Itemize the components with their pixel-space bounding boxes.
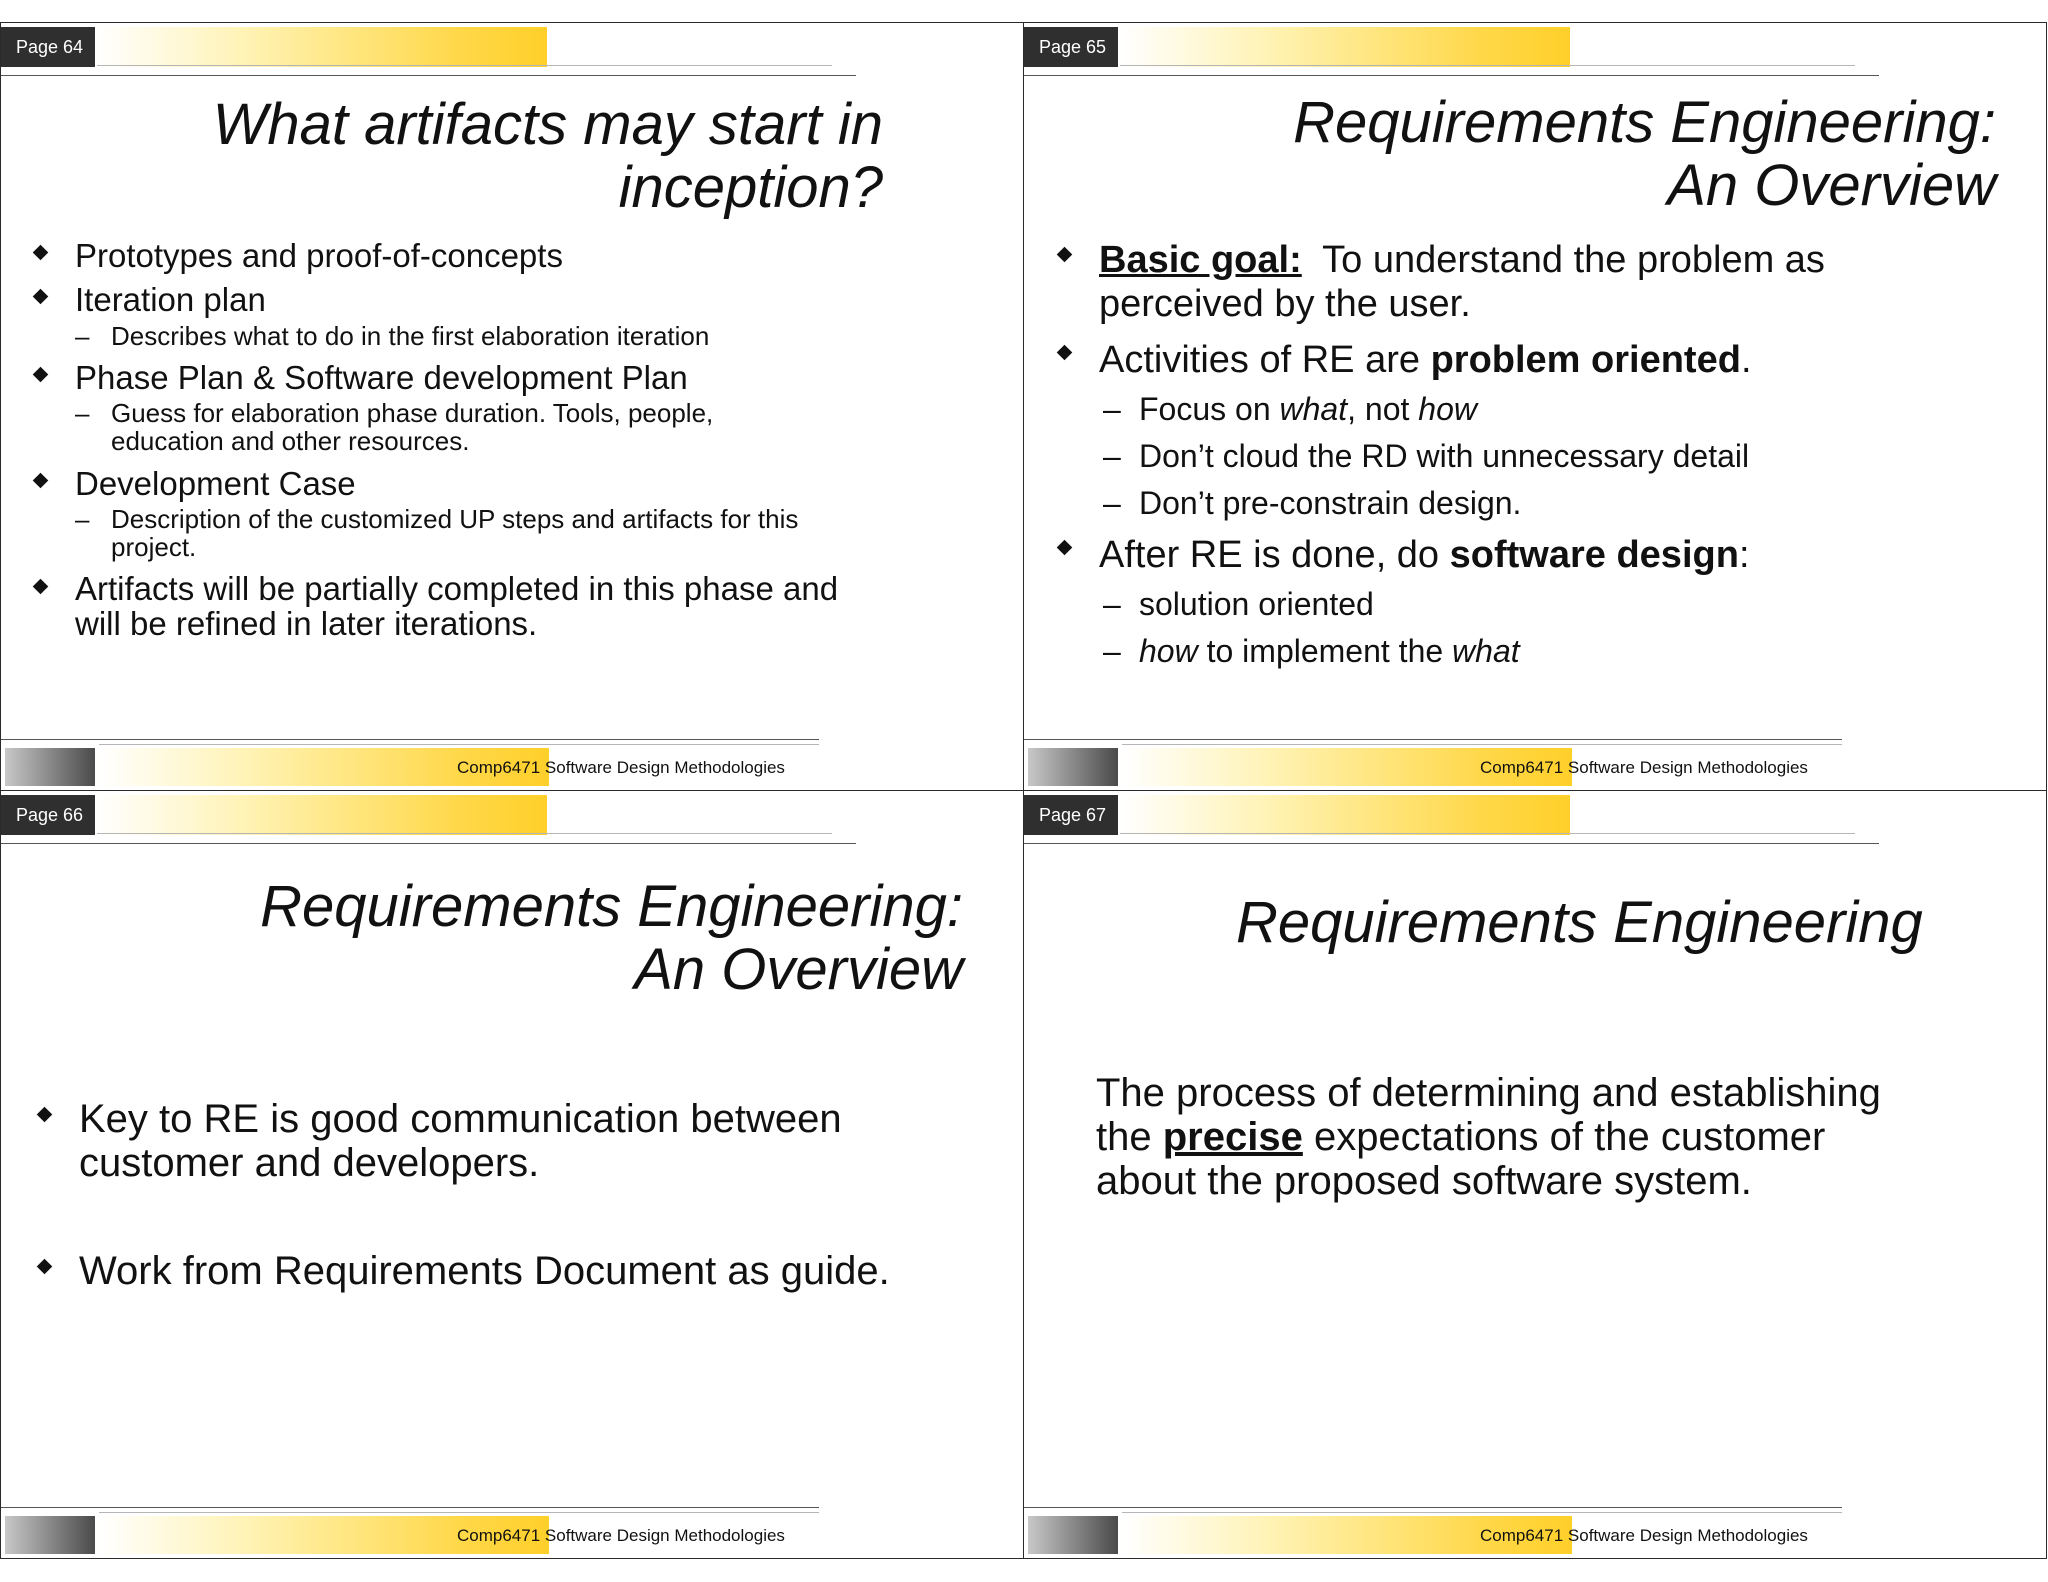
diamond-bullet-icon xyxy=(33,245,49,261)
page-label: Page 64 xyxy=(1,27,95,67)
footer-text: Comp6471 Software Design Methodologies xyxy=(1480,1526,1808,1545)
footer-rule xyxy=(1122,744,1842,745)
slide-page-64 xyxy=(0,22,1024,791)
sub-item: – Don’t pre-constrain design. xyxy=(1103,485,1522,521)
bullet-item: Work from Requirements Document as guide. xyxy=(39,1249,890,1293)
header-rule xyxy=(1120,833,1855,834)
diamond-bullet-icon xyxy=(1057,247,1073,263)
sub-item: – Guess for elaboration phase duration. Tools, people, education and other resources. xyxy=(75,398,714,456)
footer-dark-block xyxy=(5,1516,95,1554)
bullet-item: Basic goal: To understand the problem as perceived by the user. xyxy=(1059,238,1825,326)
bullet-item: Iteration plan xyxy=(35,281,838,321)
sub-item: – Description of the customized UP steps and artifacts for this project. xyxy=(75,504,799,562)
diamond-bullet-icon xyxy=(1057,345,1073,361)
footer-rule xyxy=(1,739,819,740)
footer-text: Comp6471 Software Design Methodologies xyxy=(1480,758,1808,777)
bullet-item: Artifacts will be partially completed in this phase and will be refined in later iterations. xyxy=(35,571,838,641)
footer-rule xyxy=(1122,1512,1842,1513)
footer-rule xyxy=(99,744,819,745)
bullet-item: Prototypes and proof-of-concepts xyxy=(35,237,838,281)
sub-item: – how to implement the what xyxy=(1103,633,1520,669)
footer-rule xyxy=(1024,1507,1842,1508)
diamond-bullet-icon xyxy=(37,1107,53,1123)
footer-text: Comp6471 Software Design Methodologies xyxy=(457,758,785,777)
header-gradient-bar xyxy=(97,795,547,835)
footer-rule xyxy=(1024,739,1842,740)
header-rule xyxy=(97,833,832,834)
page-label: Page 67 xyxy=(1024,795,1118,835)
bullet-item: Key to RE is good communication between customer and developers. xyxy=(39,1097,890,1185)
bullet-item: Phase Plan & Software development Plan xyxy=(35,359,838,399)
slide-title: Requirements Engineering xyxy=(1236,890,1923,955)
header-gradient-bar xyxy=(1120,27,1570,67)
bullet-list xyxy=(1059,238,1825,675)
definition-paragraph: The process of determining and establishing the precise expectations of the customer about the proposed software system. xyxy=(1096,1071,1881,1203)
header-rule xyxy=(1024,75,1879,76)
slide-title: Requirements Engineering: An Overview xyxy=(1293,90,1996,218)
diamond-bullet-icon xyxy=(1057,540,1073,556)
bullet-list xyxy=(35,237,838,641)
footer-rule xyxy=(99,1512,819,1513)
header-rule xyxy=(1,843,856,844)
diamond-bullet-icon xyxy=(37,1259,53,1275)
sub-item: – Focus on what, not how xyxy=(1103,391,1477,427)
bullet-item: Development Case xyxy=(35,465,838,505)
header-gradient-bar xyxy=(1120,795,1570,835)
header-rule xyxy=(97,65,832,66)
slide-page-65 xyxy=(1023,22,2047,791)
header-rule xyxy=(1120,65,1855,66)
sub-item: – Don’t cloud the RD with unnecessary detail xyxy=(1103,438,1750,474)
footer-text: Comp6471 Software Design Methodologies xyxy=(457,1526,785,1545)
diamond-bullet-icon xyxy=(33,473,49,489)
diamond-bullet-icon xyxy=(33,289,49,305)
header-rule xyxy=(1024,843,1879,844)
sub-item: – Describes what to do in the first elaboration iteration xyxy=(75,321,710,351)
slide-page-67 xyxy=(1023,790,2047,1559)
footer-dark-block xyxy=(5,748,95,786)
slide-title: Requirements Engineering: An Overview xyxy=(260,874,963,1002)
footer-dark-block xyxy=(1028,748,1118,786)
bullet-list xyxy=(39,1097,890,1293)
diamond-bullet-icon xyxy=(33,367,49,383)
slide-page-66 xyxy=(0,790,1024,1559)
bullet-item: Activities of RE are problem oriented. xyxy=(1059,336,1825,384)
page-label: Page 66 xyxy=(1,795,95,835)
page-label: Page 65 xyxy=(1024,27,1118,67)
footer-dark-block xyxy=(1028,1516,1118,1554)
slide-title: What artifacts may start in inception? xyxy=(212,92,883,220)
footer-rule xyxy=(1,1507,819,1508)
header-gradient-bar xyxy=(97,27,547,67)
bullet-item: After RE is done, do software design: xyxy=(1059,531,1825,579)
header-rule xyxy=(1,75,856,76)
diamond-bullet-icon xyxy=(33,579,49,595)
sub-item: – solution oriented xyxy=(1103,586,1374,622)
